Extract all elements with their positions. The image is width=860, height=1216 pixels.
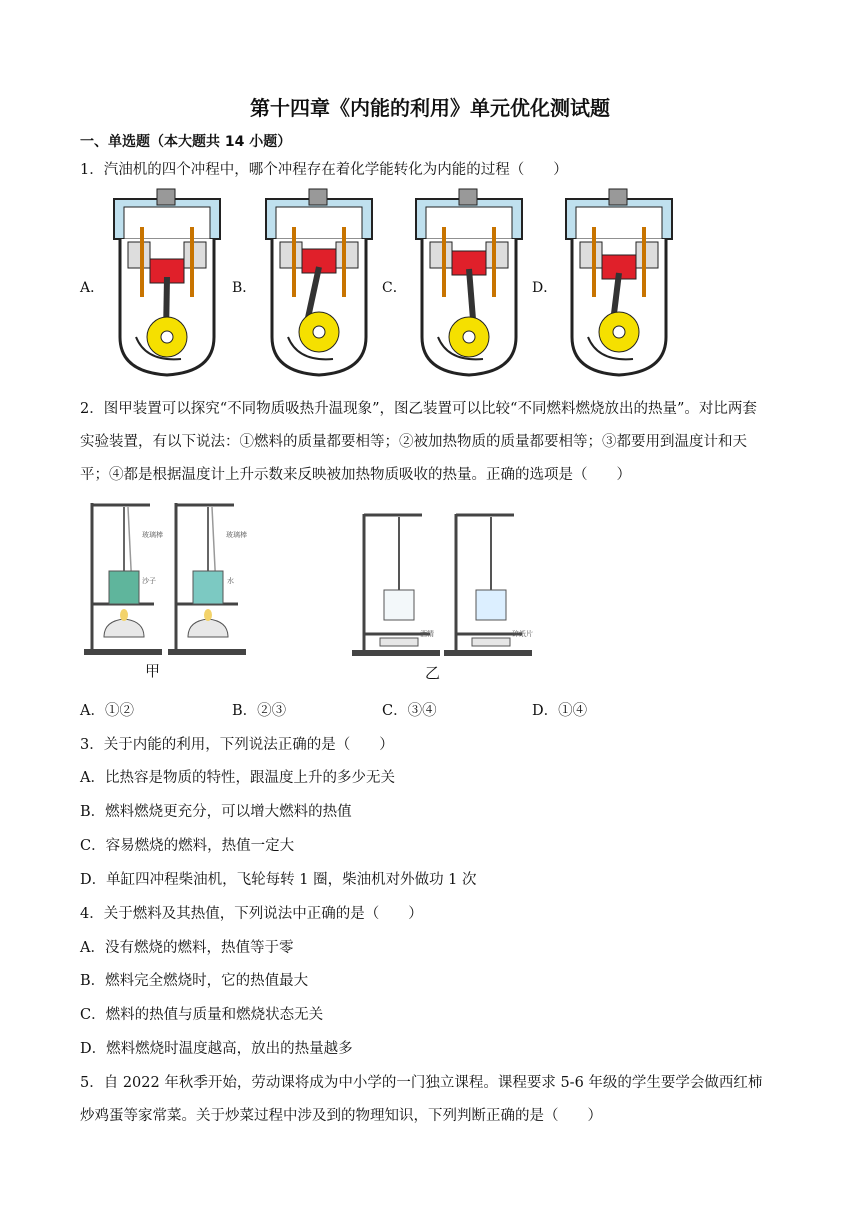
q2-stem-line-3: 平；④都是根据温度计上升示数来反映被加热物质吸收的热量。正确的选项是（ ） <box>80 467 631 483</box>
figure-jia-caption: 甲 <box>145 662 161 680</box>
q4-option-c: C．燃料的热值与质量和燃烧状态无关 <box>80 1007 324 1023</box>
q1-option-b-label: B． <box>232 280 257 296</box>
label-water: 水 <box>227 577 234 585</box>
label-paper: 碎纸片 <box>512 630 533 638</box>
figure-yi-caption: 乙 <box>425 664 441 682</box>
q3-option-b: B．燃料燃烧更充分，可以增大燃料的热值 <box>80 804 352 820</box>
q4-option-b: B．燃料完全燃烧时，它的热值最大 <box>80 973 309 989</box>
q2-option-c: C．③④ <box>382 703 437 719</box>
engine-diagram-a <box>106 187 228 379</box>
q3-option-d: D．单缸四冲程柴油机，飞轮每转 1 圈，柴油机对外做功 1 次 <box>80 872 477 888</box>
label-glass-rod-2: 玻璃棒 <box>226 531 247 539</box>
q2-stem-line-2: 实验装置，有以下说法：①燃料的质量都要相等；②被加热物质的质量都要相等；③都要用到温度计和天 <box>80 434 747 450</box>
label-alcohol: 酒精 <box>420 630 434 638</box>
engine-diagram-c <box>408 187 530 379</box>
q2-option-a: A．①② <box>80 703 134 719</box>
q2-stem-line-1: 2．图甲装置可以探究“不同物质吸热升温现象”，图乙装置可以比较“不同燃料燃烧放出的热量”。对比两套 <box>80 401 757 417</box>
q4-stem: 4．关于燃料及其热值，下列说法中正确的是（ ） <box>80 906 423 922</box>
page-title: 第十四章《内能的利用》单元优化测试题 <box>250 96 610 120</box>
figure-yi-apparatus <box>352 510 534 658</box>
section-heading: 一、单选题（本大题共 14 小题） <box>80 134 292 150</box>
q1-option-c-label: C． <box>382 280 407 296</box>
q2-option-b: B．②③ <box>232 703 287 719</box>
q1-stem: 1．汽油机的四个冲程中，哪个冲程存在着化学能转化为内能的过程（ ） <box>80 162 568 178</box>
figure-jia-apparatus <box>84 497 250 659</box>
q4-option-a: A．没有燃烧的燃料，热值等于零 <box>80 940 294 956</box>
label-glass-rod-1: 玻璃棒 <box>142 531 163 539</box>
q1-option-a-label: A． <box>80 280 105 296</box>
label-sand: 沙子 <box>142 577 156 585</box>
q3-option-a: A．比热容是物质的特性，跟温度上升的多少无关 <box>80 770 395 786</box>
q1-option-d-label: D． <box>532 280 558 296</box>
engine-diagram-d <box>558 187 680 379</box>
engine-diagram-b <box>258 187 380 379</box>
q4-option-d: D．燃料燃烧时温度越高，放出的热量越多 <box>80 1041 353 1057</box>
q5-stem-line-1: 5．自 2022 年秋季开始，劳动课将成为中小学的一门独立课程。课程要求 5-6 年级的学生要学会做西红柿 <box>80 1075 763 1091</box>
q3-option-c: C．容易燃烧的燃料，热值一定大 <box>80 838 295 854</box>
q2-option-d: D．①④ <box>532 703 588 719</box>
q3-stem: 3．关于内能的利用，下列说法正确的是（ ） <box>80 737 394 753</box>
q5-stem-line-2: 炒鸡蛋等家常菜。关于炒菜过程中涉及到的物理知识，下列判断正确的是（ ） <box>80 1108 602 1124</box>
